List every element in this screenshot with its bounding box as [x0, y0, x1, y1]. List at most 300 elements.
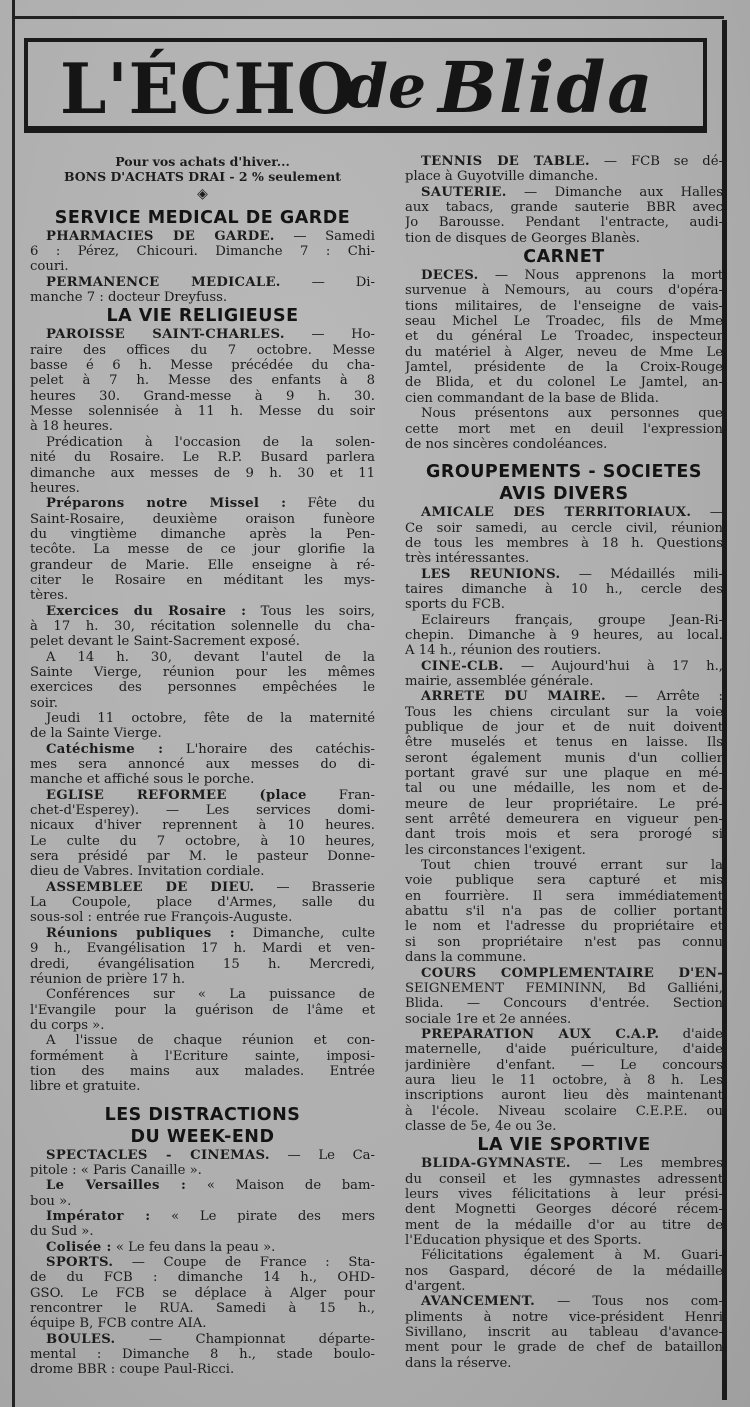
paragraph-lead: ASSEMBLEE DE DIEU.	[46, 879, 255, 895]
text-line	[30, 1018, 375, 1033]
line-text: tion des mains aux malades. Entrée	[30, 1063, 375, 1079]
paragraph-lead: Réunions publiques :	[46, 925, 235, 941]
line-text: sous-sol : entrée rue François-Auguste.	[30, 910, 293, 926]
text-line	[405, 812, 723, 827]
article-paragraph	[405, 1294, 723, 1371]
line-text: maternelle, d'aide puériculture, d'aide	[405, 1042, 723, 1058]
section-body	[30, 327, 375, 1094]
line-text: Fran-	[338, 787, 375, 803]
section-heading-groupements-1: GROUPEMENTS - SOCIETES	[426, 462, 702, 483]
text-line	[30, 757, 375, 772]
line-text: Jeudi 11 octobre, fête de la maternité	[46, 711, 375, 726]
line-text: heures.	[30, 480, 80, 496]
line-text: — FCB se dé-	[603, 154, 723, 169]
line-text: manche et affiché sous le porche.	[30, 772, 255, 788]
section-heading-vie-sportive: LA VIE SPORTIVE	[477, 1135, 651, 1156]
line-text: tions militaires, de l'enseigne de vais-	[405, 298, 723, 314]
text-line	[405, 628, 723, 643]
line-text: à l'école. Niveau scolaire C.E.P.E. ou	[405, 1103, 723, 1119]
line-text: tion de disques de Georges Blanès.	[405, 230, 640, 246]
line-text: — Aujourd'hui à 17 h.,	[521, 658, 723, 674]
text-line	[30, 244, 375, 259]
line-text: Félicitations également à M. Guari-	[421, 1248, 723, 1264]
text-line	[405, 200, 723, 215]
line-text: seront également munis d'un collier	[405, 750, 723, 766]
masthead-title-blida: Blida	[438, 46, 655, 129]
article-paragraph	[30, 604, 375, 650]
section-heading-groupements-2: AVIS DIVERS	[499, 484, 629, 505]
line-text: classe de 5e, 4e ou 3e.	[405, 1118, 557, 1134]
line-text: sera présidé par M. le pasteur Donne-	[30, 849, 375, 865]
paragraph-lead: PERMANENCE MEDICALE.	[46, 274, 281, 290]
text-line	[405, 521, 723, 536]
line-text: mairie, assemblée générale.	[405, 673, 594, 689]
text-line	[30, 910, 375, 925]
line-text: de nos sincères condoléances.	[405, 436, 608, 452]
line-text: Tous les chiens circulant sur la voie	[405, 704, 723, 720]
text-line	[405, 766, 723, 781]
line-text: Blida. — Concours d'entrée. Section	[405, 996, 723, 1012]
line-text: — Médaillés mili-	[578, 566, 723, 582]
line-text: — Championnat départe-	[148, 1331, 375, 1347]
paragraph-lead: AMICALE DES TERRITORIAUX.	[421, 505, 692, 521]
paragraph-lead: Impérator :	[46, 1208, 151, 1224]
section-heading-vie-religieuse: LA VIE RELIGIEUSE	[106, 306, 299, 327]
line-text: le nom et l'adresse du propriétaire et	[405, 919, 723, 935]
line-text: manche 7 : docteur Dreyfuss.	[30, 290, 228, 306]
line-text: dimanche aux messes de 9 h. 30 et 11	[30, 465, 375, 481]
text-line	[30, 573, 375, 588]
line-text: sports du FCB.	[405, 597, 505, 613]
text-line	[405, 391, 723, 406]
line-text: basse é 6 h. Messe précédée du cha-	[30, 358, 375, 374]
text-line	[405, 283, 723, 298]
article-paragraph	[30, 711, 375, 742]
text-line	[30, 1332, 375, 1347]
section-heading-distractions-2: DU WEEK-END	[130, 1126, 275, 1147]
line-text: équipe B, FCB contre AIA.	[30, 1316, 207, 1332]
text-line	[30, 1347, 375, 1362]
text-line	[405, 299, 723, 314]
line-text: Ce soir samedi, au cercle civil, réunion	[405, 520, 723, 536]
line-text: chepin. Dimanche à 9 heures, au local.	[405, 627, 723, 643]
text-line	[30, 450, 375, 465]
text-line	[405, 268, 723, 283]
text-line	[405, 873, 723, 888]
line-text: leurs vives félicitations à leur prési-	[405, 1186, 723, 1202]
line-text: bou ».	[30, 1193, 72, 1209]
line-text: dredi, évangélisation 15 h. Mercredi,	[30, 956, 375, 972]
line-text: taires dimanche à 10 h., cercle des	[405, 581, 723, 597]
text-line	[405, 314, 723, 329]
line-text: Tout chien trouvé errant sur la	[421, 858, 723, 874]
line-text: dans la commune.	[405, 950, 527, 966]
text-line	[30, 1270, 375, 1285]
article-paragraph	[405, 505, 723, 566]
text-line	[30, 404, 375, 419]
text-line	[405, 674, 723, 689]
line-text: d'argent.	[405, 1279, 466, 1295]
line-text: de la Sainte Vierge.	[30, 726, 162, 742]
text-line	[405, 1156, 723, 1171]
text-line	[405, 720, 723, 735]
text-line	[405, 536, 723, 551]
article-paragraph	[30, 880, 375, 926]
paragraph-lead: CINE-CLB.	[421, 658, 504, 674]
line-text: SEIGNEMENT FEMININN, Bd Galliéni,	[405, 980, 723, 996]
text-line	[405, 996, 723, 1011]
text-line	[30, 957, 375, 972]
paragraph-lead: PHARMACIES DE GARDE.	[46, 228, 275, 244]
text-line	[405, 827, 723, 842]
text-line	[405, 215, 723, 230]
line-text: meure de leur propriétaire. Le pré-	[405, 796, 723, 812]
line-text: pelet à 7 h. Messe des enfants à 8	[30, 373, 375, 389]
line-text: « Le pirate des mers	[171, 1208, 375, 1224]
line-text: Jamtel, présidente de la Croix-Rouge	[405, 360, 723, 376]
text-line	[30, 604, 375, 619]
text-line	[405, 843, 723, 858]
text-line	[30, 435, 375, 450]
text-line	[30, 1255, 375, 1270]
article-paragraph	[30, 1255, 375, 1332]
text-line	[30, 972, 375, 987]
text-line	[30, 742, 375, 757]
line-text: l'Education physique et des Sports.	[405, 1233, 642, 1248]
text-line	[30, 1224, 375, 1239]
text-line	[30, 1163, 375, 1178]
line-text: abattu s'il n'a pas de collier portant	[405, 904, 723, 920]
diamond-ornament-icon: ◈	[197, 185, 208, 202]
text-line	[405, 981, 723, 996]
article-paragraph	[30, 275, 375, 306]
text-line	[30, 466, 375, 481]
line-text: couri.	[30, 259, 69, 275]
text-line	[405, 1340, 723, 1355]
text-line	[30, 849, 375, 864]
line-text: pitole : « Paris Canaille ».	[30, 1162, 202, 1178]
text-line	[30, 788, 375, 803]
article-paragraph	[405, 567, 723, 613]
left-column	[30, 154, 375, 1378]
text-line	[405, 1202, 723, 1217]
line-text: grandeur de Marie. Elle enseigne à ré-	[30, 557, 375, 573]
text-line	[405, 582, 723, 597]
line-text: Jo Barousse. Pendant l'entracte, audi-	[405, 215, 723, 231]
line-text: — Tous nos com-	[557, 1294, 723, 1310]
text-line	[405, 1172, 723, 1187]
line-text: dieu de Vabres. Invitation cordiale.	[30, 864, 265, 880]
text-line	[405, 858, 723, 873]
line-text: Dimanche, culte	[252, 925, 375, 941]
line-text: Nous présentons aux personnes que	[421, 406, 723, 422]
line-text: « Le feu dans la peau ».	[115, 1239, 276, 1255]
text-line	[30, 864, 375, 879]
paragraph-lead: PAROISSE SAINT-CHARLES.	[46, 327, 285, 343]
line-text: Sivillano, inscrit au tableau d'avance-	[405, 1325, 723, 1341]
promo-line-1: Pour vos achats d'hiver...	[115, 154, 290, 169]
line-text: du vingtième dimanche après la Pen-	[30, 526, 375, 542]
text-line	[30, 481, 375, 496]
section-body	[30, 1148, 375, 1378]
line-text: — Brasserie	[276, 879, 375, 895]
paragraph-lead: SPECTACLES - CINEMAS.	[46, 1147, 270, 1163]
line-text: rencontrer le RUA. Samedi à 15 h.,	[30, 1301, 375, 1317]
line-text: « Maison de bam-	[206, 1178, 375, 1194]
line-text: survenue à Nemours, au cours d'opéra-	[405, 283, 723, 299]
text-line	[30, 1209, 375, 1224]
text-line	[30, 680, 375, 695]
text-line	[30, 1194, 375, 1209]
text-line	[30, 619, 375, 634]
line-text: tal ou une médaille, les nom et de-	[405, 781, 723, 797]
text-line	[30, 650, 375, 665]
line-text: inscriptions auront lieu dès maintenant	[405, 1088, 723, 1104]
line-text: à 17 h. 30, récitation solennelle du cha-	[30, 618, 375, 634]
line-text: pelet devant le Saint-Sacrement exposé.	[30, 634, 300, 650]
text-line	[30, 1148, 375, 1163]
line-text: — Nous apprenons la mort	[494, 268, 723, 284]
line-text: drome BBR : coupe Paul-Ricci.	[30, 1362, 235, 1378]
paragraph-lead: AVANCEMENT.	[421, 1294, 536, 1310]
line-text: seau Michel Le Troadec, fils de Mme	[405, 314, 723, 330]
section-heading-carnet: CARNET	[523, 247, 605, 268]
line-text: ment pour le grade de chef de bataillon	[405, 1340, 723, 1356]
paragraph-lead: DECES.	[421, 268, 479, 284]
text-line	[30, 665, 375, 680]
line-text: dent Mognetti Georges décoré récem-	[405, 1202, 723, 1218]
text-line	[30, 834, 375, 849]
text-line	[405, 1042, 723, 1057]
text-line	[30, 542, 375, 557]
text-line	[30, 259, 375, 274]
text-line	[405, 1248, 723, 1263]
line-text: du matériel à Alger, neveu de Mme Le	[405, 344, 723, 360]
paragraph-lead: ARRETE DU MAIRE.	[421, 689, 606, 705]
line-text: A 14 h. 30, devant l'autel de la	[46, 649, 375, 665]
line-text: être muselés et tenus en laisse. Ils	[405, 735, 723, 751]
article-paragraph	[30, 1148, 375, 1179]
text-line	[405, 360, 723, 375]
article-paragraph	[405, 613, 723, 659]
paragraph-lead: EGLISE REFORMEE (place	[46, 787, 307, 803]
text-line	[30, 880, 375, 895]
line-text: — Le Ca-	[287, 1147, 375, 1163]
line-text: 6 : Pérez, Chicouri. Dimanche 7 : Chi-	[30, 244, 375, 260]
text-line	[405, 422, 723, 437]
line-text: soir.	[30, 695, 58, 711]
text-line	[405, 751, 723, 766]
paragraph-lead: BLIDA-GYMNASTE.	[421, 1156, 571, 1172]
text-line	[405, 329, 723, 344]
line-text: cien commandant de la base de Blida.	[405, 390, 659, 406]
section-body	[405, 154, 723, 246]
paragraph-lead: BOULES.	[46, 1331, 116, 1347]
text-line	[30, 1316, 375, 1331]
line-text: 9 h., Evangélisation 17 h. Mardi et ven-	[30, 941, 375, 957]
text-line	[405, 904, 723, 919]
line-text: heures 30. Grand-messe à 9 h. 30.	[30, 388, 375, 404]
text-line	[405, 1104, 723, 1119]
text-line	[405, 889, 723, 904]
line-text: sent arrêté demeurera en vigueur pen-	[405, 812, 723, 828]
text-line	[405, 406, 723, 421]
text-line	[405, 643, 723, 658]
paragraph-lead: SAUTERIE.	[421, 184, 507, 200]
text-line	[30, 558, 375, 573]
text-line	[405, 1088, 723, 1103]
line-text: — Samedi	[293, 228, 375, 244]
text-line	[405, 1356, 723, 1371]
paragraph-lead: Le Versailles :	[46, 1178, 187, 1194]
article-paragraph	[30, 650, 375, 711]
article-paragraph	[30, 1240, 375, 1255]
text-line	[405, 375, 723, 390]
article-paragraph	[405, 1027, 723, 1134]
line-text: libre et gratuite.	[30, 1079, 141, 1095]
text-line	[405, 659, 723, 674]
line-text: les circonstances l'exigent.	[405, 842, 586, 858]
line-text: réunion de prière 17 h.	[30, 971, 186, 987]
line-text: A l'issue de chaque réunion et con-	[46, 1033, 375, 1049]
line-text: — Arrête :	[624, 689, 723, 705]
text-line	[405, 966, 723, 981]
section-heading-distractions-1: LES DISTRACTIONS	[104, 1104, 301, 1125]
text-line	[405, 689, 723, 704]
text-line	[405, 1310, 723, 1325]
line-text: chet-d'Esperey). — Les services domi-	[30, 803, 375, 819]
line-text: GSO. Le FCB se déplace à Alger pour	[30, 1285, 375, 1301]
text-line	[405, 797, 723, 812]
article-paragraph	[30, 327, 375, 434]
text-line	[30, 818, 375, 833]
text-line	[30, 696, 375, 711]
section-body	[30, 229, 375, 306]
text-line	[30, 1064, 375, 1079]
line-text: L'horaire des catéchis-	[185, 741, 375, 757]
article-paragraph	[405, 185, 723, 246]
text-line	[405, 1325, 723, 1340]
text-line	[30, 527, 375, 542]
text-line	[30, 634, 375, 649]
text-line	[405, 567, 723, 582]
text-line	[405, 1279, 723, 1294]
line-text: sociale 1re et 2e années.	[405, 1011, 572, 1027]
line-text: tères.	[30, 588, 69, 604]
text-line	[30, 1003, 375, 1018]
text-line	[405, 185, 723, 200]
masthead	[24, 38, 707, 133]
text-line	[30, 358, 375, 373]
section-body	[405, 1156, 723, 1371]
text-line	[30, 389, 375, 404]
line-text: Prédication à l'occasion de la solen-	[46, 434, 375, 450]
text-line	[30, 290, 375, 305]
line-text: aura lieu le 11 octobre, à 8 h. Les	[405, 1072, 723, 1088]
line-text: de tous les membres à 18 h. Questions	[405, 535, 723, 551]
line-text: citer le Rosaire en méditant les mys-	[30, 572, 375, 588]
text-line	[30, 711, 375, 726]
line-text: formément à l'Ecriture sainte, imposi-	[30, 1048, 375, 1064]
line-text: dans la réserve.	[405, 1355, 512, 1371]
text-line	[30, 726, 375, 741]
text-line	[405, 551, 723, 566]
article-paragraph	[405, 406, 723, 452]
article-paragraph	[30, 435, 375, 496]
text-line	[30, 1240, 375, 1255]
line-text: Fête du	[307, 496, 375, 512]
line-text: du conseil et les gymnastes adressent	[405, 1171, 723, 1187]
line-text: exercices des personnes empêchées le	[30, 680, 375, 696]
text-line	[30, 1286, 375, 1301]
line-text: Saint-Rosaire, deuxième oraison funèore	[30, 511, 375, 527]
line-text: voie publique sera capturé et mis	[405, 873, 723, 889]
text-line	[405, 1264, 723, 1279]
line-text: — Di-	[311, 274, 375, 290]
text-line	[30, 496, 375, 511]
text-line	[30, 1362, 375, 1377]
paragraph-lead: TENNIS DE TABLE.	[421, 154, 590, 169]
line-text: de du FCB : dimanche 14 h., OHD-	[30, 1270, 375, 1286]
line-text: aux tabacs, grande sauterie BBR avec	[405, 200, 723, 216]
right-column	[405, 154, 723, 1371]
promo-line-2: BONS D'ACHATS DRAI - 2 % seulement	[63, 169, 342, 185]
article-paragraph	[405, 659, 723, 690]
text-line	[30, 512, 375, 527]
line-text: mes sera annoncé aux messes do di-	[30, 757, 375, 773]
text-line	[405, 735, 723, 750]
section-body	[405, 268, 723, 452]
paragraph-lead: Exercices du Rosaire :	[46, 603, 247, 619]
text-line	[405, 597, 723, 612]
text-line	[30, 588, 375, 603]
text-line	[405, 154, 723, 169]
text-line	[405, 1073, 723, 1088]
line-text: dant trois mois et sera prorogé si	[405, 827, 723, 843]
text-line	[405, 705, 723, 720]
text-line	[405, 437, 723, 452]
text-line	[30, 1079, 375, 1094]
line-text: — Les membres	[588, 1156, 723, 1172]
paragraph-lead: PREPARATION AUX C.A.P.	[421, 1026, 660, 1042]
line-text: nicaux d'hiver reprennent à 10 heures.	[30, 818, 375, 834]
line-text: La Coupole, place d'Armes, salle du	[30, 895, 375, 911]
line-text: — Coupe de France : Sta-	[131, 1255, 375, 1270]
line-text: l'Evangile pour la guérison de l'âme et	[30, 1002, 375, 1018]
text-line	[30, 926, 375, 941]
line-text: du corps ».	[30, 1017, 105, 1033]
line-text: pliments à notre vice-président Henri	[405, 1309, 723, 1325]
text-line	[405, 781, 723, 796]
line-text: Eclaireurs français, groupe Jean-Ri-	[421, 612, 723, 628]
text-line	[30, 275, 375, 290]
paragraph-lead: Colisée :	[46, 1239, 112, 1255]
text-line	[405, 1233, 723, 1248]
article-paragraph	[405, 1248, 723, 1294]
line-text: de Blida, et du colonel Le Jamtel, an-	[405, 375, 723, 391]
text-line	[405, 1294, 723, 1309]
line-text: en fourrière. Il sera immédiatement	[405, 888, 723, 904]
line-text: et du général Le Troadec, inspecteur	[405, 329, 723, 345]
text-line	[405, 935, 723, 950]
line-text: du Sud ».	[30, 1224, 94, 1240]
text-line	[30, 1301, 375, 1316]
article-paragraph	[30, 1178, 375, 1209]
article-paragraph	[405, 1156, 723, 1248]
article-paragraph	[30, 742, 375, 788]
line-text: —	[709, 505, 723, 521]
article-paragraph	[405, 689, 723, 858]
